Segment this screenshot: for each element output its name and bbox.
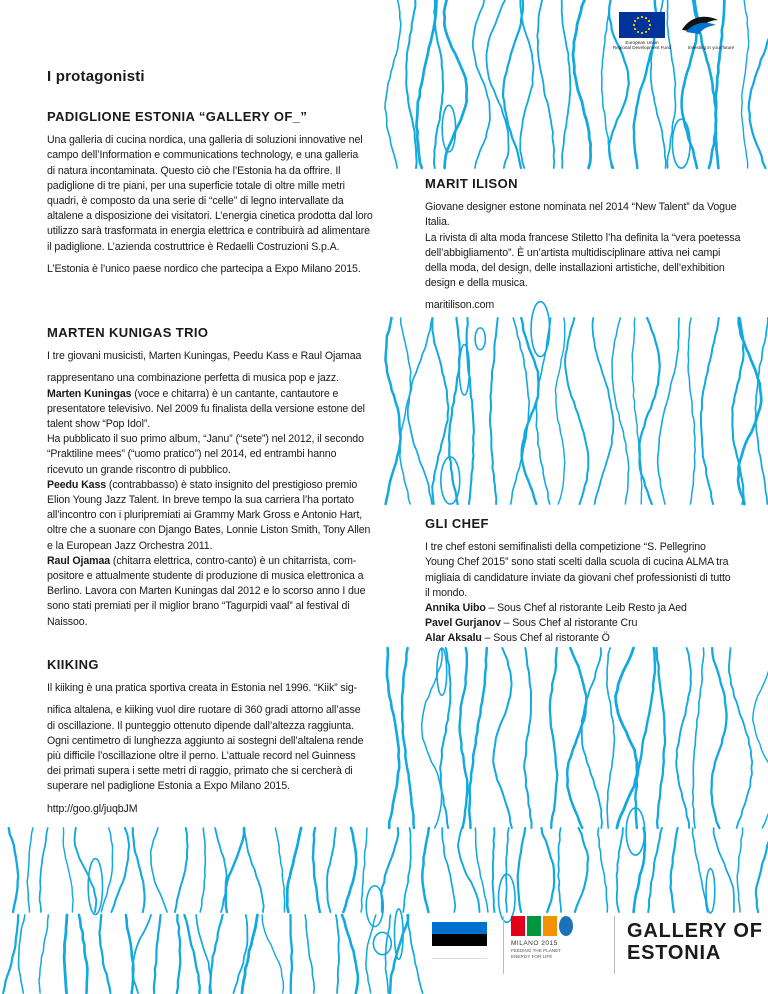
section-chef (425, 516, 745, 647)
text-line: Ha pubblicato il suo primo album, “Janu” (“sete”) nel 2012, il secondo (47, 433, 364, 446)
text-line: padiglione di tre piani, per una superficie totale di oltre mille metri (47, 179, 345, 192)
text-line: positore e attualmente studente di produzione di musica elettronica a (47, 570, 364, 583)
text-line: di natura incontaminata. Questo ciò che l’Estonia ha da offrire. Il (47, 164, 341, 177)
expo-logo-icon (511, 916, 606, 936)
page-title: I protagonisti (47, 68, 145, 85)
text-line: Young Chef 2015” sono stati scelti dalla scuola di cucina ALMA tra (425, 556, 729, 569)
chef-name: Annika Uibo (425, 602, 486, 615)
text-line: Naissoo. (47, 615, 88, 628)
section-kiiking (47, 657, 377, 817)
footer-divider (503, 916, 504, 974)
chef-name: Alar Aksalu (425, 632, 482, 645)
text-line: sono stati premiati per il miglior brano “Tagurpidi vaal” al festival di (47, 600, 350, 613)
estonia-investing-logo (680, 12, 742, 50)
text-line: ricevuto un grande riscontro di pubblico. (47, 463, 231, 476)
text-line: dell’abbigliamento”. È un’artista multidisciplinare attiva nei campi (425, 246, 721, 259)
expo-subtitle-2: ENERGY FOR LIFE (511, 954, 553, 960)
text-line: design e della musica. (425, 277, 528, 290)
section-marten (47, 325, 377, 630)
text-line: Elion Young Jazz Talent. In breve tempo la sua carriera l’ha portato (47, 494, 354, 507)
text-line: campo dell’Information e communications technology, e una galleria (47, 149, 359, 162)
expo-subtitle-1: FEEDING THE PLANET (511, 948, 561, 953)
text-line: quadri, è composto da una serie di “celle” di legno intervallate da (47, 195, 344, 208)
expo-milano-logo (511, 916, 606, 974)
expo-milano-text: MILANO 2015 (511, 940, 558, 947)
text-line: dei primati supera i sette metri di raggio, primato che si cercherà di (47, 765, 353, 778)
chef-role: – Sous Chef al ristorante Ö (481, 632, 610, 645)
member-name: Raul Ojamaa (47, 554, 111, 567)
marit-website-link[interactable]: maritilison.com (425, 299, 495, 312)
chef-role: – Sous Chef al ristorante Leib Resto ja Aed (485, 602, 687, 615)
member-name: Peedu Kass (47, 478, 107, 491)
text-line: utilizzo sarà trasformata in energia elettrica e contribuirà ad alimentare (47, 225, 370, 238)
kiiking-link[interactable]: http://goo.gl/juqbJM (47, 802, 138, 815)
member-role: (contrabbasso) è stato insignito del prestigioso premio (106, 478, 358, 491)
member-role: (voce e chitarra) è un cantante, cantautore e (131, 387, 339, 400)
text-line: Ogni centimetro di lunghezza aggiunto ai sostegni dell’altalena rende (47, 734, 364, 747)
text-line: Berlino. Lavora con Marten Kuningas dal 2012 e lo scorso anno I due (47, 585, 366, 598)
section-gallery (47, 109, 377, 277)
text-line: il mondo. (425, 586, 468, 599)
member-role: (chitarra elettrica, contro-canto) è un chitarrista, com- (110, 554, 357, 567)
text-line: La rivista di alta moda francese Stiletto l’ha definita la “vera poetessa (425, 231, 741, 244)
text-line: nifica altalena, e kiiking vuol dire ruotare di 360 gradi attorno all’asse (47, 704, 361, 717)
text-line: presentatore televisivo. Nel 2009 fu finalista della versione estone del (47, 402, 365, 415)
text-line: rappresentano una combinazione perfetta di musica pop e jazz. (47, 372, 339, 385)
eu-logo-caption-2: Regional Development Fund (612, 45, 672, 51)
section-marit (425, 176, 745, 314)
section-chef-heading: GLI CHEF (425, 516, 489, 531)
section-gallery-heading: PADIGLIONE ESTONIA “GALLERY OF_” (47, 109, 308, 124)
eu-regional-fund-logo (606, 12, 678, 50)
text-line: Italia. (425, 216, 450, 229)
section-gallery-closing: L’Estonia è l’unico paese nordico che partecipa a Expo Milano 2015. (47, 262, 361, 275)
text-line: della moda, del design, delle installazioni artistiche, dell’exhibition (425, 262, 725, 275)
text-line: Il kiiking è una pratica sportiva creata in Estonia nel 1996. “Kiik” sig- (47, 682, 358, 695)
estonian-flag-icon (432, 922, 487, 958)
text-line: Una galleria di cucina nordica, una galleria di soluzioni innovative nel (47, 134, 363, 147)
text-line: I tre chef estoni semifinalisti della competizione “S. Pellegrino (425, 541, 706, 554)
estonia-swallow-icon (680, 12, 720, 38)
chef-role: – Sous Chef al ristorante Cru (500, 617, 638, 630)
estonia-logo-caption: Investing in your future (687, 45, 735, 50)
eu-flag-icon (619, 12, 665, 38)
eu-logo-caption-1: European Union (625, 40, 659, 45)
text-line: altalene a disposizione dei visitatori. L’energia cinetica prodotta dal loro (47, 210, 373, 223)
text-line: più difficile l’oscillazione oltre il perno. L’attuale record nel Guinness (47, 750, 356, 763)
text-line: Giovane designer estone nominata nel 2014 “New Talent” da Vogue (425, 201, 737, 214)
text-line: superare nel padiglione Estonia a Expo Milano 2015. (47, 780, 290, 793)
section-marten-heading: MARTEN KUNIGAS TRIO (47, 325, 209, 340)
section-marit-heading: MARIT ILISON (425, 176, 518, 191)
text-line: di oscillazione. Il punteggio ottenuto dipende dall’altezza raggiunta. (47, 719, 354, 732)
text-line: talent show “Pop Idol”. (47, 418, 151, 431)
chef-name: Pavel Gurjanov (425, 617, 501, 630)
gallery-of-estonia-logo (627, 920, 763, 964)
gallery-logo-line-1: GALLERY OF (627, 920, 763, 942)
footer-divider (614, 916, 615, 974)
member-name: Marten Kuningas (47, 387, 132, 400)
text-line: oltre che a suonare con Django Bates, Lonnie Liston Smith, Tony Allen (47, 524, 371, 537)
text-line: migliaia di candidature inviate da giovani chef professionisti di tutto (425, 571, 731, 584)
text-line: “Praktiline mees” (“uomo pratico”) nel 2014, ed entrambi hanno (47, 448, 337, 461)
section-kiiking-heading: KIIKING (47, 657, 99, 672)
text-line: e la European Jazz Orchestra 2011. (47, 539, 213, 552)
text-line: all’incontro con i pluripremiati ai Grammy Mark Gross e Antonio Hart, (47, 509, 363, 522)
gallery-logo-line-2: ESTONIA (627, 942, 722, 964)
text-line: il padiglione. L’azienda costruttrice è Redaelli Costruzioni S.p.A. (47, 240, 340, 253)
text-line: I tre giovani musicisti, Marten Kuningas, Peedu Kass e Raul Ojamaa (47, 350, 362, 363)
